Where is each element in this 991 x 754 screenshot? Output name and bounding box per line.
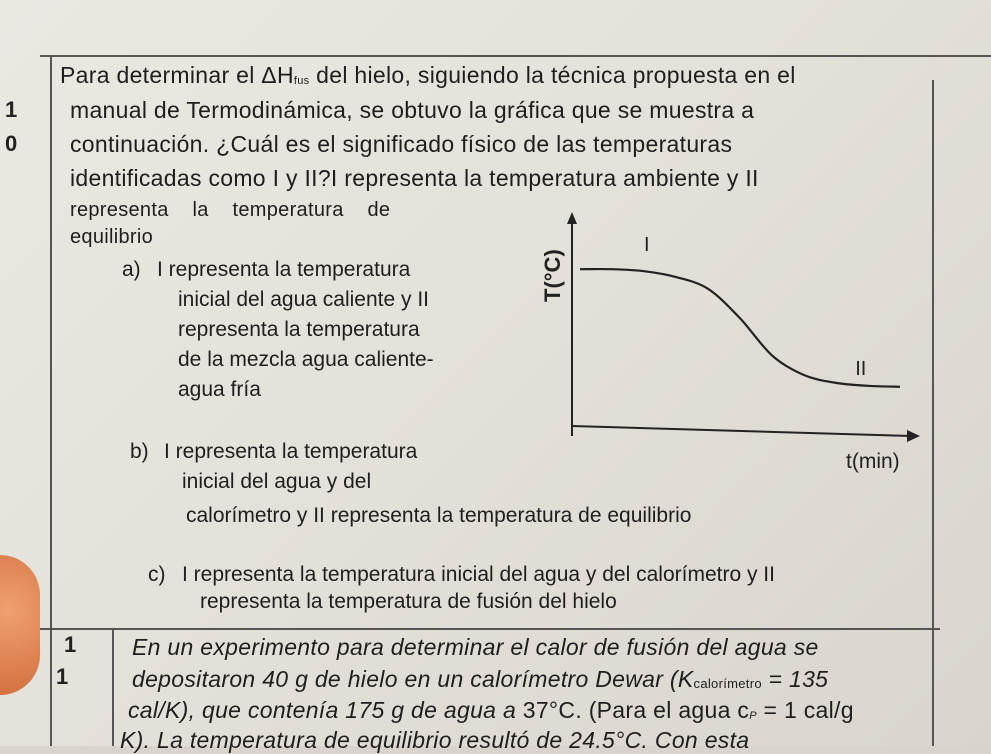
top-rule bbox=[40, 55, 991, 57]
option-b-line-3: calorímetro y II representa la temperatura de equilibrio bbox=[186, 504, 692, 527]
q11-line-4: K). La temperatura de equilibrio resultó de 24.5°C. Con esta bbox=[120, 727, 750, 753]
x-axis-arrow bbox=[907, 430, 920, 442]
option-a-line-1: I representa la temperatura bbox=[157, 258, 411, 281]
option-a-letter: a) bbox=[122, 258, 141, 281]
temperature-time-chart bbox=[540, 210, 930, 480]
q10-line-1: Para determinar el $\Delta H_{fus}$ del hielo, siguiendo la técnica propuesta en el bbox=[60, 62, 796, 88]
series-line-temperature bbox=[580, 269, 900, 387]
left-column-rule bbox=[50, 55, 52, 746]
option-b-letter: b) bbox=[130, 440, 149, 463]
y-axis-arrow bbox=[567, 212, 577, 224]
q10-line-4: identificadas como I y II?I representa la temperatura ambiente y II bbox=[70, 165, 759, 191]
annotation-label-I: I bbox=[644, 234, 650, 257]
option-a-line-2: inicial del agua caliente y II bbox=[178, 288, 429, 311]
q10-line-5: representa la temperatura de bbox=[70, 199, 391, 221]
option-a-line-3: representa la temperatura bbox=[178, 318, 420, 341]
q10-line-2: manual de Termodinámica, se obtuvo la gráfica que se muestra a bbox=[70, 97, 755, 123]
option-c-line-2: representa la temperatura de fusión del hielo bbox=[200, 590, 617, 613]
q10-line-6: equilibrio bbox=[70, 226, 154, 248]
q11-number-rule bbox=[112, 628, 114, 746]
annotation-label-II: II bbox=[855, 357, 867, 380]
option-b-line-2: inicial del agua y del bbox=[182, 470, 372, 493]
option-c-letter: c) bbox=[148, 563, 166, 586]
x-axis bbox=[572, 426, 912, 436]
question-number-digit-1: 1 bbox=[5, 97, 18, 122]
option-c-line-1: I representa la temperatura inicial del agua y del calorímetro y II bbox=[182, 563, 775, 586]
q11-line-1: En un experimento para determinar el calor de fusión del agua se bbox=[132, 634, 819, 660]
q11-line-3: cal/K), que contenía 175 g de agua a 37°C. (Para el agua $c_P = 1$ cal/g bbox=[128, 697, 854, 723]
question-divider-rule bbox=[40, 628, 940, 630]
q10-line-3: continuación. ¿Cuál es el significado físico de las temperaturas bbox=[70, 131, 733, 157]
question-11-digit-2: 1 bbox=[56, 664, 69, 689]
y-axis-label: T(°C) bbox=[540, 249, 565, 302]
option-a-line-4: de la mezcla agua caliente- bbox=[178, 348, 434, 371]
q11-line-2: depositaron 40 g de hielo en un calorímetro Dewar ($K_{calorímetro} = 135$ bbox=[132, 666, 829, 692]
right-column-rule bbox=[932, 80, 934, 746]
x-axis-label: t(min) bbox=[846, 450, 900, 473]
option-a-line-5: agua fría bbox=[178, 378, 261, 401]
question-number-digit-2: 0 bbox=[5, 131, 18, 156]
finger-shadow bbox=[0, 555, 40, 695]
question-11-digit-1: 1 bbox=[64, 632, 77, 657]
option-b-line-1: I representa la temperatura bbox=[164, 440, 418, 463]
